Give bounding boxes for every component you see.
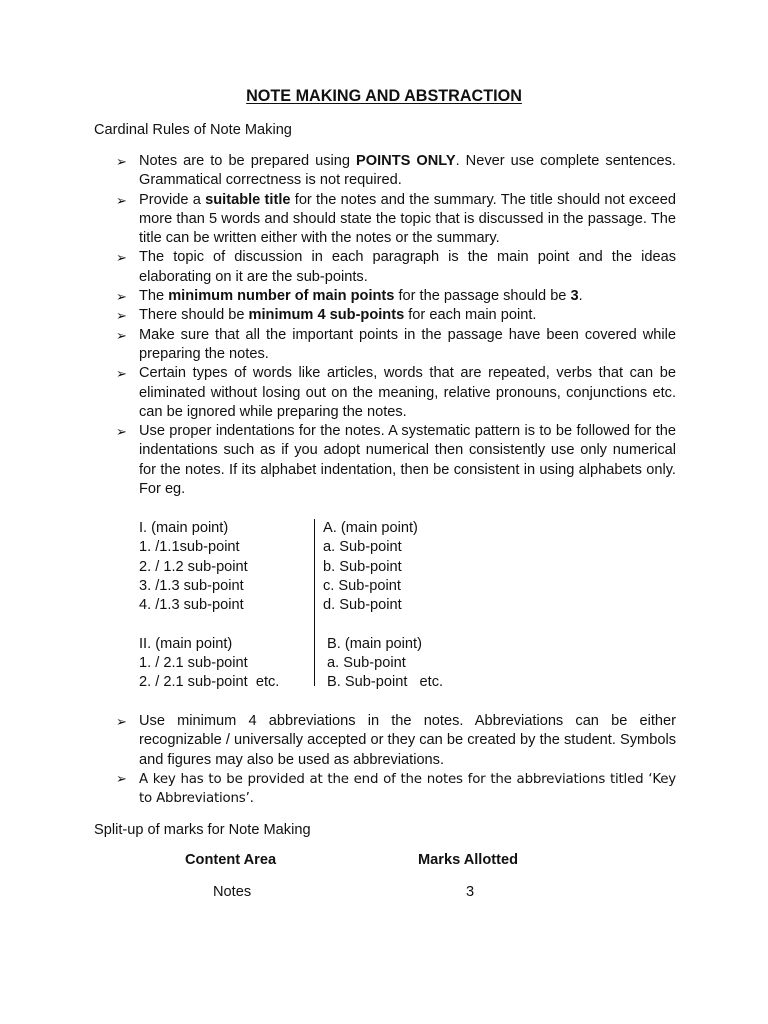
alphabet-example-line xyxy=(323,615,443,634)
rule-text: Use proper indentations for the notes. A systematic pattern is to be followed for the indentations such as if you adopt numerical then consistently use only numerical for the notes. If its alphabet indentation, then be consistent in using alphabets only. For eg. xyxy=(139,423,676,498)
arrow-bullet-icon: ➢ xyxy=(116,154,127,169)
rule-text: There should be xyxy=(139,307,249,324)
rule-item xyxy=(116,152,676,191)
rule-item xyxy=(116,191,676,249)
rules-list xyxy=(116,152,676,499)
alphabet-indentation-example xyxy=(323,519,443,693)
marks-header-content-area: Content Area xyxy=(185,852,277,868)
rule-text: A key has to be provided at the end of the notes for the abbreviations titled ‘Key to Abbreviations’. xyxy=(139,771,676,807)
numeric-example-line: II. (main point) xyxy=(139,635,233,652)
rule-text: for the notes and the summary. The title should not exceed more than 5 words and should state the topic that is discussed in the passage. The title can be written either with the notes or the summary. xyxy=(139,191,676,247)
arrow-bullet-icon: ➢ xyxy=(116,289,127,305)
arrow-bullet-icon: ➢ xyxy=(116,308,127,324)
rule-item xyxy=(116,422,676,499)
arrow-bullet-icon: ➢ xyxy=(116,192,127,208)
numeric-example-line xyxy=(139,615,279,634)
rule-text: Notes are to be prepared using xyxy=(139,153,357,169)
alphabet-example-line: d. Sub-point xyxy=(323,597,402,614)
rule-emphasis: POINTS ONLY xyxy=(356,153,456,169)
rules-list-continued xyxy=(116,712,676,808)
rule-item xyxy=(116,326,676,365)
alphabet-example-line: b. Sub-point xyxy=(323,558,402,575)
alphabet-example-line: c. Sub-point xyxy=(323,577,401,594)
arrow-bullet-icon: ➢ xyxy=(116,250,127,266)
rule-text: Provide a xyxy=(139,191,206,208)
rule-text: Certain types of words like articles, words that are repeated, verbs that can be eliminated without losing out on the meaning, relative pronouns, conjunctions etc. can be ignored while preparing the notes. xyxy=(139,365,676,420)
numeric-example-line: I. (main point) xyxy=(139,520,229,536)
rule-emphasis: 3 xyxy=(570,288,579,305)
rule-text: Make sure that all the important points in the passage have been covered while preparing the notes. xyxy=(139,326,676,362)
numeric-example-line: 1. / 2.1 sub-point xyxy=(139,655,248,672)
rule-text: The topic of discussion in each paragraph is the main point and the ideas elaborating on it are the sub-points. xyxy=(139,249,676,285)
marks-split-heading: Split-up of marks for Note Making xyxy=(94,822,311,838)
rule-item xyxy=(116,364,676,422)
arrow-bullet-icon: ➢ xyxy=(116,327,127,343)
rule-text: for the passage should be xyxy=(394,288,571,305)
numeric-example-line: 2. / 1.2 sub-point xyxy=(139,558,248,575)
alphabet-example-line: a. Sub-point xyxy=(323,539,402,556)
rule-emphasis: minimum number of main points xyxy=(168,288,395,305)
alphabet-example-line: B. Sub-point etc. xyxy=(323,674,444,691)
alphabet-example-line: a. Sub-point xyxy=(323,655,406,672)
page-title: NOTE MAKING AND ABSTRACTION xyxy=(246,87,522,105)
marks-cell-notes-value: 3 xyxy=(466,884,475,900)
numeric-example-line: 3. /1.3 sub-point xyxy=(139,577,244,594)
marks-header-marks-allotted: Marks Allotted xyxy=(418,852,519,868)
arrow-bullet-icon: ➢ xyxy=(116,424,127,440)
arrow-bullet-icon: ➢ xyxy=(116,366,127,382)
rule-item xyxy=(116,770,676,809)
rule-emphasis: suitable title xyxy=(205,191,291,208)
rule-text: The xyxy=(139,288,169,305)
rule-text: . Never use complete sentences. Grammatical correctness is not required. xyxy=(139,153,676,189)
rule-text: for each main point. xyxy=(404,307,537,324)
rule-text: . xyxy=(578,288,583,305)
arrow-bullet-icon: ➢ xyxy=(116,771,127,787)
numeric-example-line: 4. /1.3 sub-point xyxy=(139,597,244,614)
rule-emphasis: minimum 4 sub-points xyxy=(248,307,405,324)
numeric-example-line: 2. / 2.1 sub-point etc. xyxy=(139,674,280,691)
cardinal-rules-heading: Cardinal Rules of Note Making xyxy=(94,122,292,138)
rule-item xyxy=(116,306,676,325)
numeric-indentation-example xyxy=(139,519,279,693)
arrow-bullet-icon: ➢ xyxy=(116,714,127,729)
alphabet-example-line: A. (main point) xyxy=(323,520,418,536)
numeric-example-line: 1. /1.1sub-point xyxy=(139,539,240,556)
alphabet-example-line: B. (main point) xyxy=(323,635,422,652)
rule-item xyxy=(116,248,676,287)
rule-item xyxy=(116,712,676,770)
rule-text: Use minimum 4 abbreviations in the notes. Abbreviations can be either recognizable / universally accepted or they can be created by the student. Symbols and figures may also be used as abbreviations. xyxy=(139,713,676,768)
example-divider xyxy=(314,519,315,686)
rule-item xyxy=(116,287,676,306)
marks-cell-notes: Notes xyxy=(213,884,252,900)
